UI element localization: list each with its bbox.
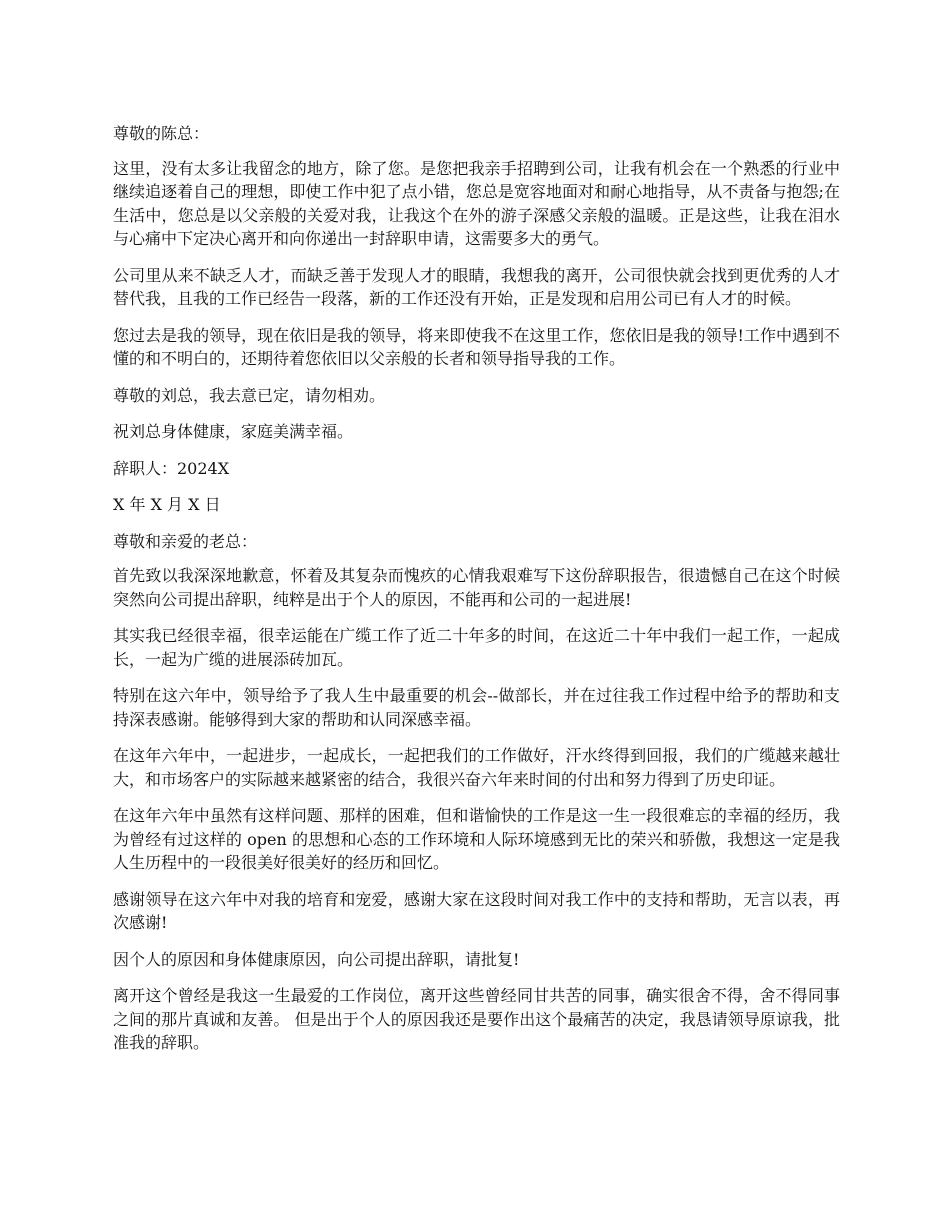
paragraph: 您过去是我的领导，现在依旧是我的领导，将来即使我不在这里工作，您依旧是我的领导!工作中遇到不懂的和不明白的，还期待着您依旧以父亲般的长者和领导指导我的工作。 xyxy=(113,325,840,368)
salutation-1: 尊敬的陈总： xyxy=(113,124,210,143)
paragraph: 因个人的原因和身体健康原因，向公司提出辞职，请批复! xyxy=(113,949,520,969)
paragraph: 在这年六年中虽然有这样问题、那样的困难，但和谐愉快的工作是这一生一段很难忘的幸福的经历，我为曾经有过这样的 open 的思想和心态的工作环境和人际环境感到无比的荣兴和骄傲，我想这一定是我人生历程中的一段很美好很美好的经历和回忆。 xyxy=(113,806,840,872)
paragraph: 特别在这六年中，领导给予了我人生中最重要的机会--做部长，并在过往我工作过程中给予的帮助和支持深表感谢。能够得到大家的帮助和认同深感幸福。 xyxy=(113,686,840,729)
paragraph: 首先致以我深深地歉意，怀着及其复杂而愧疚的心情我艰难写下这份辞职报告，很遗憾自己在这个时候突然向公司提出辞职，纯粹是出于个人的原因，不能再和公司的一起进展! xyxy=(113,566,840,609)
date-line: X 年 X 月 X 日 xyxy=(113,495,221,514)
paragraph: 尊敬的刘总，我去意已定，请勿相劝。 xyxy=(113,385,386,405)
paragraph: 其实我已经很幸福，很幸运能在广缆工作了近二十年多的时间，在这近二十年中我们一起工作，一起成长，一起为广缆的进展添砖加瓦。 xyxy=(113,626,840,669)
paragraph: 公司里从来不缺乏人才，而缺乏善于发现人才的眼睛，我想我的离开，公司很快就会找到更优秀的人才替代我，且我的工作已经告一段落，新的工作还没有开始，正是发现和启用公司已有人才的时候。 xyxy=(113,265,840,308)
paragraph: 离开这个曾经是我这一生最爱的工作岗位，离开这些曾经同甘共苦的同事，确实很舍不得，舍不得同事之间的那片真诚和友善。 但是出于个人的原因我还是要作出这个最痛苦的决定，我恳请领导原谅我，批准我的辞职。 xyxy=(113,986,840,1052)
paragraph: 祝刘总身体健康，家庭美满幸福。 xyxy=(113,422,354,441)
signer-line: 辞职人：2024X xyxy=(113,458,230,478)
document-page xyxy=(113,122,840,1068)
paragraph: 在这年六年中，一起进步，一起成长，一起把我们的工作做好，汗水终得到回报，我们的广缆越来越壮大，和市场客户的实际越来越紧密的结合，我很兴奋六年来时间的付出和努力得到了历史印证。 xyxy=(113,746,840,789)
salutation-2: 尊敬和亲爱的老总： xyxy=(113,531,258,551)
paragraph: 这里，没有太多让我留念的地方，除了您。是您把我亲手招聘到公司，让我有机会在一个熟悉的行业中继续追逐着自己的理想，即使工作中犯了点小错，您总是宽容地面对和耐心地指导，从不责备与抱怨;在生活中，您总是以父亲般的关爱对我，让我这个在外的游子深感父亲般的温暖。正是这些，让我在泪水与心痛中下定决心离开和向你递出一封辞职申请，这需要多大的勇气。 xyxy=(113,158,840,248)
paragraph: 感谢领导在这六年中对我的培育和宠爱，感谢大家在这段时间对我工作中的支持和帮助，无言以表，再次感谢! xyxy=(113,889,840,932)
